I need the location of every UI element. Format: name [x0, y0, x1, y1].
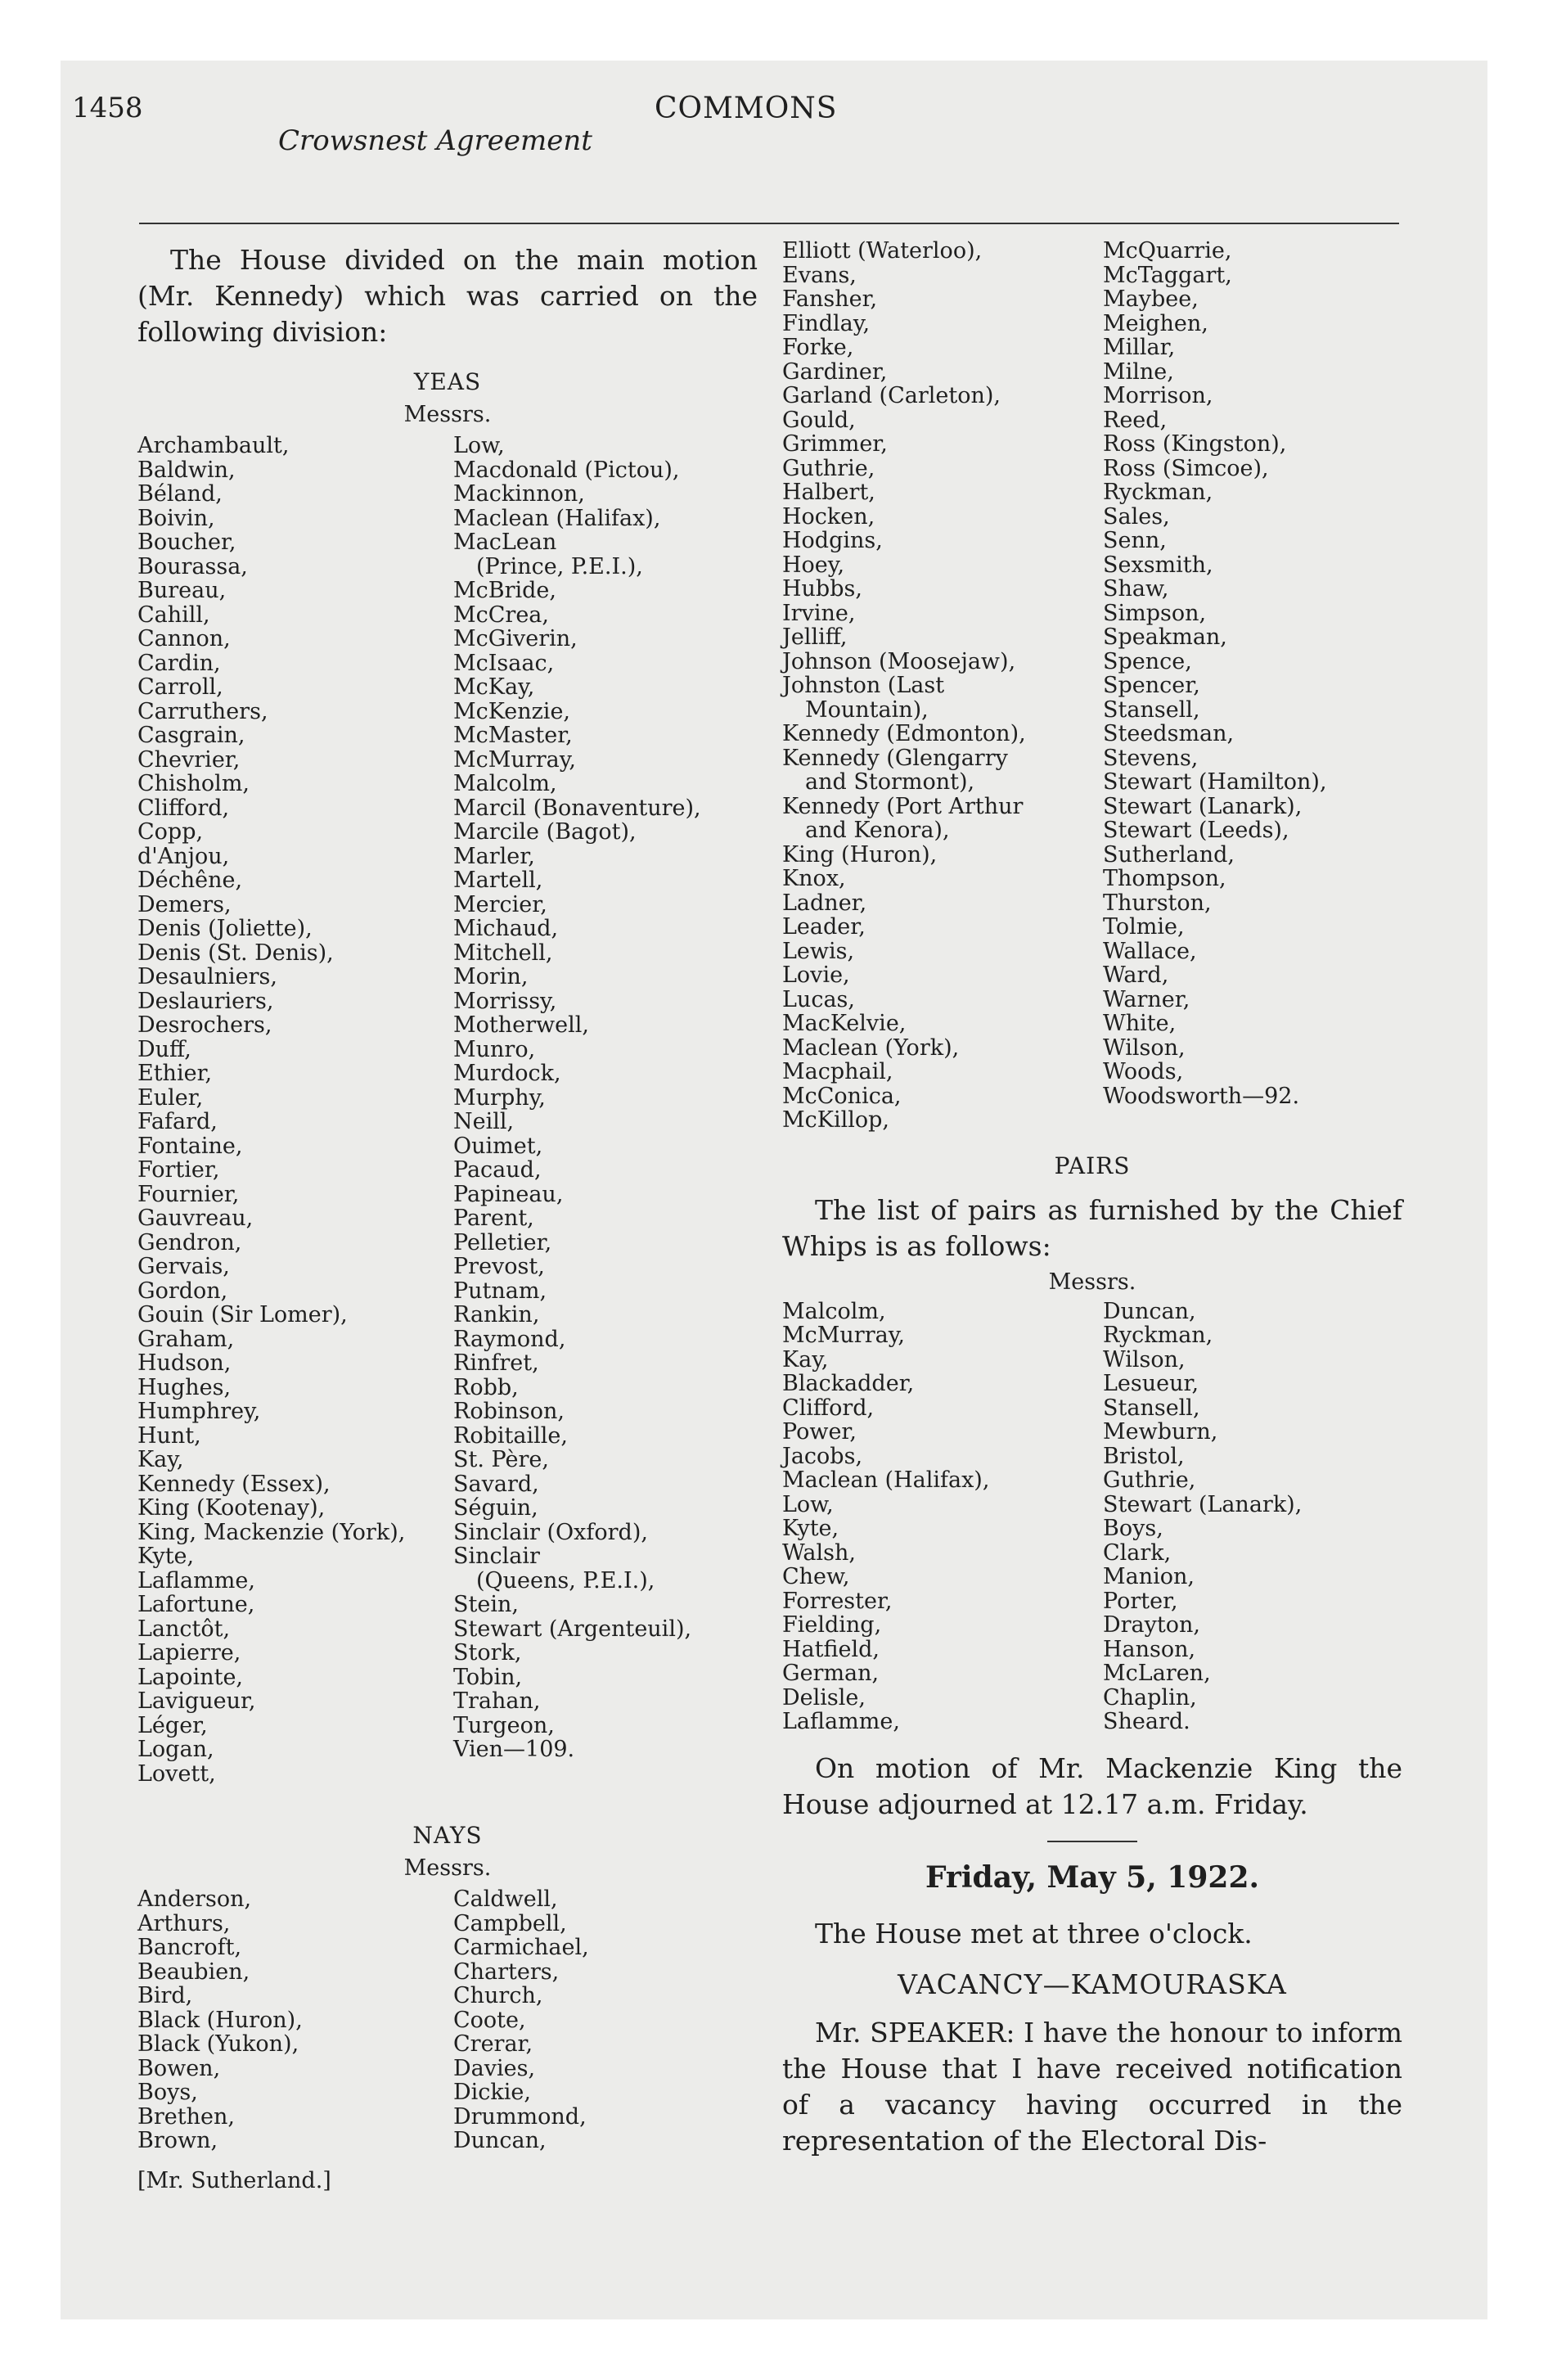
name-entry: Johnson (Moosejaw),	[782, 648, 1016, 674]
name-entry: Boucher,	[137, 530, 236, 555]
name-entry: Kennedy (Glengarry	[782, 745, 1008, 771]
name-entry: Lovie,	[782, 962, 850, 988]
adjourn-paragraph: On motion of Mr. Mackenzie King the House adjourned at 12.17 a.m. Friday.	[782, 1751, 1402, 1820]
name-entry: McLaren,	[1103, 1661, 1211, 1686]
name-entry: Euler,	[137, 1084, 204, 1111]
name-entry: Kennedy (Essex),	[137, 1471, 331, 1497]
name-entry: Hocken,	[782, 503, 875, 530]
name-entry: Chew,	[782, 1564, 850, 1589]
name-entry: Forrester,	[782, 1588, 893, 1614]
name-entry: Savard,	[453, 1471, 539, 1497]
name-entry: Lucas,	[782, 986, 855, 1012]
name-entry: Speakman,	[1103, 624, 1227, 650]
name-entry: Lanctôt,	[137, 1616, 231, 1642]
name-entry: Gardiner,	[782, 358, 888, 385]
name-entry: Robinson,	[453, 1399, 565, 1424]
name-entry: Clifford,	[782, 1395, 875, 1421]
name-entry: Fafard,	[137, 1109, 218, 1134]
name-entry: Irvine,	[782, 600, 856, 626]
name-entry: Maclean (Halifax),	[453, 505, 661, 531]
name-entry: Maybee,	[1103, 286, 1199, 312]
name-entry: Low,	[782, 1491, 834, 1517]
name-entry: Hunt,	[137, 1422, 201, 1449]
name-entry: Ouimet,	[453, 1133, 543, 1159]
name-entry: Cahill,	[137, 602, 210, 628]
name-entry: Stevens,	[1103, 745, 1199, 771]
name-entry: Lovett,	[137, 1760, 216, 1787]
name-entry: Baldwin,	[137, 457, 236, 483]
name-entry: McIsaac,	[453, 650, 555, 676]
name-entry: Morrissy,	[453, 988, 557, 1014]
name-entry: Reed,	[1103, 407, 1168, 433]
name-entry: Parent,	[453, 1206, 534, 1231]
name-entry: Papineau,	[453, 1181, 564, 1207]
name-entry: Trahan,	[453, 1688, 541, 1714]
name-entry: Lapierre,	[137, 1640, 241, 1666]
name-entry: Pacaud,	[453, 1157, 542, 1183]
name-entry: St. Père,	[453, 1447, 549, 1472]
name-entry: Arthurs,	[137, 1910, 231, 1936]
yeas-column-1	[137, 434, 445, 1786]
name-entry: Bureau,	[137, 578, 227, 603]
name-entry: Mewburn,	[1103, 1419, 1218, 1445]
name-entry: Lesueur,	[1103, 1371, 1199, 1396]
name-entry: Guthrie,	[782, 455, 875, 481]
name-entry: Mercier,	[453, 891, 547, 917]
name-entry: Porter,	[1103, 1588, 1178, 1614]
date-heading: Friday, May 5, 1922.	[925, 1859, 1260, 1895]
name-entry: d'Anjou,	[137, 843, 230, 869]
name-entry: Fortier,	[137, 1157, 220, 1183]
name-entry: Leader,	[782, 914, 866, 940]
name-entry: Kennedy (Port Arthur	[782, 793, 1024, 819]
name-entry: Thompson,	[1103, 866, 1226, 891]
name-entry: Stein,	[453, 1592, 519, 1617]
name-entry: Lavigueur,	[137, 1688, 256, 1714]
name-entry: Black (Huron),	[137, 2007, 303, 2033]
name-entry: Elliott (Waterloo),	[782, 238, 983, 264]
name-entry: Clifford,	[137, 795, 230, 821]
name-entry: Copp,	[137, 819, 204, 845]
name-entry: Cannon,	[137, 626, 231, 651]
name-entry: Mackinnon,	[453, 481, 585, 507]
pairs-messrs: Messrs.	[1048, 1269, 1136, 1295]
name-entry: Ryckman,	[1103, 1323, 1213, 1348]
name-entry: Findlay,	[782, 310, 871, 336]
name-entry: and Kenora),	[805, 818, 950, 843]
name-entry: Kyte,	[782, 1516, 839, 1541]
met-paragraph: The House met at three o'clock.	[815, 1917, 1253, 1950]
name-entry: Hoey,	[782, 552, 845, 578]
name-entry: Marcile (Bagot),	[453, 819, 637, 845]
name-entry: McKay,	[453, 674, 535, 700]
name-entry: Desaulniers,	[137, 964, 277, 989]
name-entry: McConica,	[782, 1083, 902, 1109]
name-entry: McBride,	[453, 578, 556, 603]
name-entry: Archambault,	[137, 433, 290, 458]
name-entry: Marler,	[453, 843, 535, 869]
name-entry: Kennedy (Edmonton),	[782, 721, 1026, 746]
name-entry: Stewart (Lanark),	[1103, 1491, 1303, 1517]
name-entry: Rankin,	[453, 1302, 540, 1327]
name-entry: Macdonald (Pictou),	[453, 457, 680, 483]
name-entry: Blackadder,	[782, 1371, 915, 1396]
name-entry: Clark,	[1103, 1539, 1172, 1566]
name-entry: Lapointe,	[137, 1664, 244, 1690]
name-entry: Morrison,	[1103, 383, 1213, 408]
name-entry: Casgrain,	[137, 723, 245, 748]
name-entry: Caldwell,	[453, 1886, 558, 1912]
nays-column-4	[1103, 239, 1402, 1133]
name-entry: Jelliff,	[782, 624, 848, 650]
name-entry: Desrochers,	[137, 1012, 272, 1038]
name-entry: Sinclair (Oxford),	[453, 1519, 648, 1545]
name-entry: King (Huron),	[782, 841, 938, 868]
name-entry: Chevrier,	[137, 746, 241, 773]
name-entry: Munro,	[453, 1036, 536, 1062]
name-entry: Cardin,	[137, 650, 221, 676]
name-entry: Delisle,	[782, 1684, 866, 1711]
name-entry: Crerar,	[453, 2031, 533, 2057]
name-entry: Mountain),	[805, 696, 929, 723]
nays-column-3	[782, 239, 1095, 1133]
name-entry: Milne,	[1103, 358, 1174, 385]
name-entry: Forke,	[782, 335, 854, 360]
name-entry: Gauvreau,	[137, 1206, 254, 1231]
name-entry: Marcil (Bonaventure),	[453, 795, 701, 821]
name-entry: McMurray,	[453, 746, 576, 773]
name-entry: Gendron,	[137, 1229, 242, 1255]
name-entry: Guthrie,	[1103, 1467, 1196, 1493]
name-entry: Bancroft,	[137, 1935, 242, 1960]
name-entry: Martell,	[453, 868, 543, 893]
name-entry: Boys,	[1103, 1516, 1163, 1541]
name-entry: Davies,	[453, 2055, 536, 2081]
page-title: COMMONS	[655, 92, 838, 125]
name-entry: Stewart (Leeds),	[1103, 818, 1289, 843]
pairs-intro: The list of pairs as furnished by the Chief Whips is as follows:	[782, 1193, 1402, 1262]
name-entry: Fielding,	[782, 1612, 882, 1638]
name-entry: Maclean (Halifax),	[782, 1467, 990, 1493]
name-entry: Stewart (Argenteuil),	[453, 1616, 692, 1642]
name-entry: Gervais,	[137, 1254, 230, 1279]
name-entry: Robb,	[453, 1374, 519, 1400]
name-entry: Spencer,	[1103, 673, 1200, 698]
name-entry: Malcolm,	[782, 1298, 886, 1324]
name-entry: Anderson,	[137, 1886, 252, 1912]
division-intro: The House divided on the main motion (Mr. Kennedy) which was carried on the following division:	[137, 244, 758, 348]
name-entry: Ward,	[1103, 962, 1169, 988]
pairs-list	[782, 1300, 1402, 1734]
name-entry: (Prince, P.E.I.),	[476, 553, 643, 579]
name-entry: Stork,	[453, 1640, 522, 1666]
name-entry: Malcolm,	[453, 771, 557, 796]
name-entry: Grimmer,	[782, 431, 888, 457]
name-entry: Macphail,	[782, 1059, 893, 1084]
speaker-paragraph: Mr. SPEAKER: I have the honour to inform the House that I have received notification of a vacancy having occurred in the representation of the Electoral Dis-	[782, 2016, 1402, 2157]
nays-list-left	[137, 1887, 758, 2153]
name-entry: King (Kootenay),	[137, 1495, 326, 1521]
name-entry: Brethen,	[137, 2103, 235, 2130]
name-entry: Bristol,	[1103, 1443, 1185, 1469]
name-entry: Logan,	[137, 1737, 214, 1762]
left-column	[137, 242, 758, 2193]
name-entry: Hudson,	[137, 1350, 232, 1376]
name-entry: Woods,	[1103, 1059, 1184, 1084]
name-entry: Mitchell,	[453, 940, 553, 966]
name-entry: Raymond,	[453, 1326, 566, 1352]
name-entry: Ladner,	[782, 890, 867, 916]
name-entry: Thurston,	[1103, 890, 1212, 916]
name-entry: Ross (Simcoe),	[1103, 455, 1269, 481]
name-entry: Sales,	[1103, 503, 1170, 530]
name-entry: Spence,	[1103, 648, 1192, 674]
vacancy-heading: VACANCY—KAMOURASKA	[898, 1968, 1287, 2000]
name-entry: Lafortune,	[137, 1592, 255, 1617]
name-entry: Walsh,	[782, 1539, 856, 1566]
name-entry: Ryckman,	[1103, 480, 1213, 505]
header-rule	[139, 223, 1399, 224]
name-entry: Coote,	[453, 2007, 526, 2033]
name-entry: Demers,	[137, 891, 232, 917]
name-entry: Fontaine,	[137, 1133, 243, 1159]
name-entry: Motherwell,	[453, 1012, 589, 1038]
footnote: [Mr. Sutherland.]	[137, 2167, 331, 2193]
nays-column-2	[453, 1887, 758, 2153]
name-entry: Laflamme,	[782, 1709, 900, 1734]
name-entry: Vien—109.	[453, 1737, 575, 1762]
name-entry: Warner,	[1103, 986, 1190, 1012]
name-entry: Turgeon,	[453, 1712, 555, 1738]
name-entry: Fournier,	[137, 1181, 240, 1207]
nays-list-right	[782, 239, 1402, 1133]
name-entry: Duncan,	[1103, 1298, 1196, 1324]
name-entry: Chaplin,	[1103, 1684, 1197, 1711]
name-entry: Tolmie,	[1103, 914, 1185, 940]
name-entry: Stewart (Hamilton),	[1103, 769, 1327, 795]
name-entry: Léger,	[137, 1712, 208, 1738]
name-entry: McCrea,	[453, 602, 549, 628]
name-entry: Bourassa,	[137, 553, 248, 579]
name-entry: Jacobs,	[782, 1443, 863, 1469]
name-entry: Sexsmith,	[1103, 552, 1213, 578]
name-entry: Carmichael,	[453, 1935, 589, 1960]
name-entry: Black (Yukon),	[137, 2031, 299, 2057]
name-entry: Millar,	[1103, 335, 1176, 360]
name-entry: Power,	[782, 1419, 857, 1445]
name-entry: Chisholm,	[137, 771, 250, 796]
nays-heading: NAYS	[412, 1822, 483, 1849]
name-entry: Drummond,	[453, 2103, 587, 2130]
name-entry: Laflamme,	[137, 1567, 255, 1593]
name-entry: Senn,	[1103, 528, 1167, 553]
name-entry: McKenzie,	[453, 698, 571, 724]
name-entry: Ethier,	[137, 1061, 213, 1086]
name-entry: Hatfield,	[782, 1636, 880, 1662]
name-entry: Wilson,	[1103, 1034, 1186, 1061]
nays-messrs: Messrs.	[403, 1855, 492, 1881]
name-entry: Boivin,	[137, 505, 215, 531]
name-entry: and Stormont),	[805, 769, 975, 795]
name-entry: Béland,	[137, 481, 223, 507]
right-column	[782, 239, 1402, 2159]
name-entry: Lewis,	[782, 938, 855, 964]
name-entry: (Queens, P.E.I.),	[476, 1567, 655, 1593]
name-entry: Putnam,	[453, 1278, 547, 1304]
name-entry: McMaster,	[453, 723, 573, 748]
name-entry: Halbert,	[782, 480, 875, 505]
name-entry: Shaw,	[1103, 576, 1169, 602]
name-entry: Ross (Kingston),	[1103, 431, 1287, 457]
name-entry: Wilson,	[1103, 1346, 1186, 1373]
name-entry: McQuarrie,	[1103, 238, 1232, 264]
name-entry: Carruthers,	[137, 698, 268, 724]
name-entry: Déchêne,	[137, 868, 243, 893]
name-entry: White,	[1103, 1011, 1177, 1036]
name-entry: Morin,	[453, 964, 529, 989]
name-entry: Steedsman,	[1103, 721, 1235, 746]
name-entry: MacKelvie,	[782, 1011, 907, 1036]
name-entry: Sinclair	[453, 1544, 540, 1569]
name-entry: Stansell,	[1103, 1395, 1200, 1421]
name-entry: Robitaille,	[453, 1422, 568, 1449]
name-entry: Stewart (Lanark),	[1103, 793, 1303, 819]
name-entry: Meighen,	[1103, 310, 1208, 336]
name-entry: Rinfret,	[453, 1350, 539, 1376]
name-entry: Simpson,	[1103, 600, 1207, 626]
pairs-column-1	[782, 1300, 1095, 1734]
name-entry: Duncan,	[453, 2128, 547, 2153]
yeas-heading: YEAS	[413, 368, 482, 395]
yeas-column-2	[453, 434, 758, 1786]
name-entry: Church,	[453, 1983, 543, 2008]
name-entry: Carroll,	[137, 674, 223, 700]
name-entry: Charters,	[453, 1959, 560, 1985]
name-entry: Hanson,	[1103, 1636, 1196, 1662]
name-entry: Sutherland,	[1103, 841, 1235, 868]
name-entry: Gordon,	[137, 1278, 228, 1304]
name-entry: McTaggart,	[1103, 262, 1232, 288]
name-entry: Bowen,	[137, 2055, 221, 2081]
name-entry: Hughes,	[137, 1374, 232, 1400]
name-entry: Campbell,	[453, 1910, 567, 1936]
name-entry: Murdock,	[453, 1061, 561, 1086]
page-number: 1458	[72, 92, 143, 124]
name-entry: German,	[782, 1661, 880, 1686]
name-entry: McMurray,	[782, 1323, 905, 1348]
name-entry: Tobin,	[453, 1664, 523, 1690]
name-entry: Hubbs,	[782, 576, 862, 602]
name-entry: Michaud,	[453, 916, 559, 941]
name-entry: Knox,	[782, 866, 846, 891]
name-entry: Hodgins,	[782, 528, 883, 553]
name-entry: Drayton,	[1103, 1612, 1200, 1638]
name-entry: Fansher,	[782, 286, 878, 312]
pairs-heading: PAIRS	[1054, 1152, 1131, 1179]
name-entry: Prevost,	[453, 1254, 545, 1279]
name-entry: Séguin,	[453, 1495, 538, 1521]
name-entry: Low,	[453, 433, 505, 458]
name-entry: Murphy,	[453, 1084, 546, 1111]
name-entry: Manion,	[1103, 1564, 1195, 1589]
name-entry: Duff,	[137, 1036, 191, 1062]
name-entry: McGiverin,	[453, 626, 578, 651]
name-entry: King, Mackenzie (York),	[137, 1519, 406, 1545]
name-entry: Woodsworth—92.	[1103, 1083, 1300, 1109]
name-entry: Pelletier,	[453, 1229, 552, 1255]
name-entry: Denis (Joliette),	[137, 916, 313, 941]
name-entry: Humphrey,	[137, 1399, 261, 1424]
name-entry: Johnston (Last	[782, 673, 945, 698]
name-entry: Denis (St. Denis),	[137, 940, 334, 966]
name-entry: Graham,	[137, 1326, 235, 1352]
name-entry: Wallace,	[1103, 938, 1197, 964]
name-entry: Stansell,	[1103, 696, 1200, 723]
nays-column-1	[137, 1887, 445, 2153]
name-entry: Gouin (Sir Lomer),	[137, 1302, 348, 1327]
name-entry: Evans,	[782, 262, 857, 288]
name-entry: Bird,	[137, 1983, 193, 2008]
section-rule	[1047, 1841, 1137, 1842]
name-entry: MacLean	[453, 530, 557, 555]
page-subtitle: Crowsnest Agreement	[278, 124, 592, 157]
name-entry: Neill,	[453, 1109, 515, 1134]
name-entry: Kay,	[782, 1346, 829, 1373]
name-entry: Gould,	[782, 407, 856, 433]
name-entry: Boys,	[137, 2080, 198, 2105]
yeas-list	[137, 434, 758, 1786]
name-entry: Dickie,	[453, 2080, 531, 2105]
name-entry: Beaubien,	[137, 1959, 250, 1985]
name-entry: McKillop,	[782, 1107, 889, 1133]
name-entry: Garland (Carleton),	[782, 383, 1001, 408]
name-entry: Maclean (York),	[782, 1034, 960, 1061]
name-entry: Brown,	[137, 2128, 218, 2153]
pairs-column-2	[1103, 1300, 1402, 1734]
yeas-messrs: Messrs.	[403, 402, 492, 427]
name-entry: Sheard.	[1103, 1709, 1190, 1734]
name-entry: Deslauriers,	[137, 988, 274, 1014]
name-entry: Kyte,	[137, 1544, 195, 1569]
name-entry: Kay,	[137, 1447, 184, 1472]
